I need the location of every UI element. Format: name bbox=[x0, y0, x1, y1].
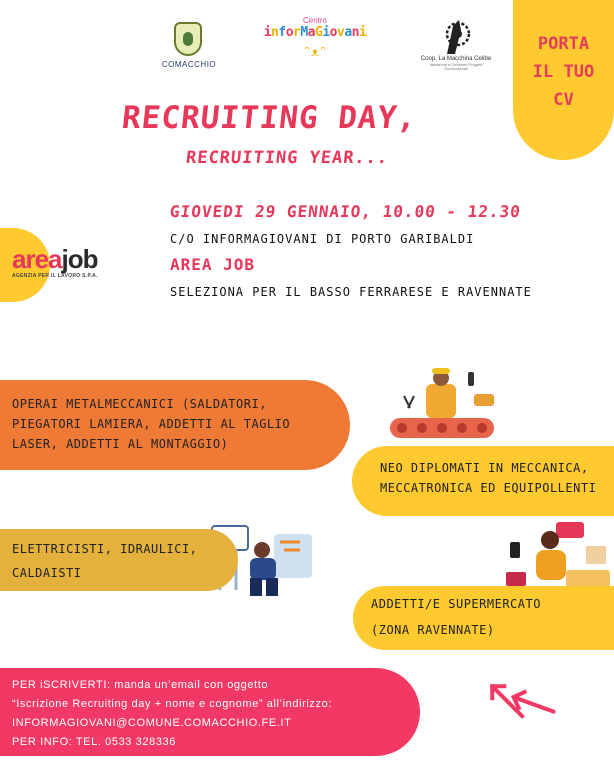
position-neo-diplomati bbox=[352, 446, 614, 516]
coop-logo bbox=[418, 16, 494, 80]
areajob-logo-area: area bbox=[12, 244, 62, 274]
arrow-icon bbox=[515, 696, 556, 714]
position-supermercato bbox=[353, 586, 614, 650]
event-company: AREA JOB bbox=[170, 255, 256, 274]
page-subtitle: RECRUITING YEAR... bbox=[184, 148, 390, 168]
comacchio-logo-label: COMACCHIO bbox=[161, 60, 217, 69]
informagiovani-mascot-icon: ᵔᴥᵔ bbox=[302, 44, 328, 60]
position-supermercato-line-2: (ZONA RAVENNATE) bbox=[371, 623, 495, 637]
event-date: GIOVEDI 29 GENNAIO, 10.00 - 12.30 bbox=[169, 202, 522, 221]
contact-line-1: PER iSCRIVERTI: manda un’email con oggetto bbox=[12, 679, 269, 691]
position-elettricisti-line-1: ELETTRICISTI, IDRAULICI, bbox=[12, 542, 198, 556]
informagiovani-logo-small: Centro bbox=[302, 16, 327, 25]
position-neo-diplomati-line-2: MECCATRONICA ED EQUIPOLLENTI bbox=[380, 481, 597, 495]
porta-cv-badge bbox=[513, 0, 614, 160]
informagiovani-logo-text: inforMaGiovani bbox=[263, 25, 367, 40]
position-neo-diplomati-line-1: NEO DIPLOMATI IN MECCANICA, bbox=[380, 461, 589, 475]
contact-email[interactable]: INFORMAGIOVANI@COMUNE.COMACCHIO.FE.IT bbox=[12, 717, 292, 729]
page-title: RECRUITING DAY, bbox=[120, 100, 419, 136]
porta-line-3: CV bbox=[553, 90, 574, 110]
informagiovani-logo bbox=[260, 16, 370, 76]
porta-line-1: PORTA bbox=[537, 34, 590, 54]
position-elettricisti-line-2: CALDAISTI bbox=[12, 566, 82, 580]
areajob-logo-sub: AGENZIA PER IL LAVORO S.P.A. bbox=[12, 273, 98, 279]
event-selection: SELEZIONA PER IL BASSO FERRARESE E RAVENNATE bbox=[170, 285, 532, 299]
coop-logo-line1: Coop. La Macchina Celibe bbox=[420, 56, 492, 62]
position-metalmeccanici bbox=[0, 380, 350, 470]
coop-machine-icon bbox=[439, 16, 473, 56]
cashier-illustration-icon bbox=[506, 520, 610, 596]
areajob-logo bbox=[12, 244, 98, 279]
areajob-logo-job: job bbox=[61, 244, 98, 274]
event-place: C/O INFORMAGIOVANI DI PORTO GARIBALDI bbox=[170, 232, 475, 246]
contact-line-2: “Iscrizione Recruiting day + nome e cognome” all’indirizzo: bbox=[12, 698, 332, 710]
position-elettricisti bbox=[0, 529, 238, 591]
position-metalmeccanici-line-2: PIEGATORI LAMIERA, ADDETTI AL TAGLIO bbox=[12, 417, 291, 431]
coop-logo-line2: Ideazione e Gestione Progetti Socioculturali bbox=[429, 61, 483, 71]
porta-line-2: IL TUO bbox=[532, 62, 595, 82]
position-metalmeccanici-line-3: LASER, ADDETTI AL MONTAGGIO) bbox=[12, 437, 229, 451]
worker-conveyor-illustration-icon bbox=[386, 366, 498, 446]
contact-phone[interactable]: PER INFO: TEL. 0533 328336 bbox=[12, 736, 176, 748]
position-supermercato-line-1: ADDETTI/E SUPERMERCATO bbox=[371, 597, 541, 611]
contact-box bbox=[0, 668, 420, 756]
position-metalmeccanici-line-1: OPERAI METALMECCANICI (SALDATORI, bbox=[12, 397, 267, 411]
comacchio-crest-icon bbox=[174, 22, 202, 56]
comacchio-logo bbox=[158, 20, 220, 76]
